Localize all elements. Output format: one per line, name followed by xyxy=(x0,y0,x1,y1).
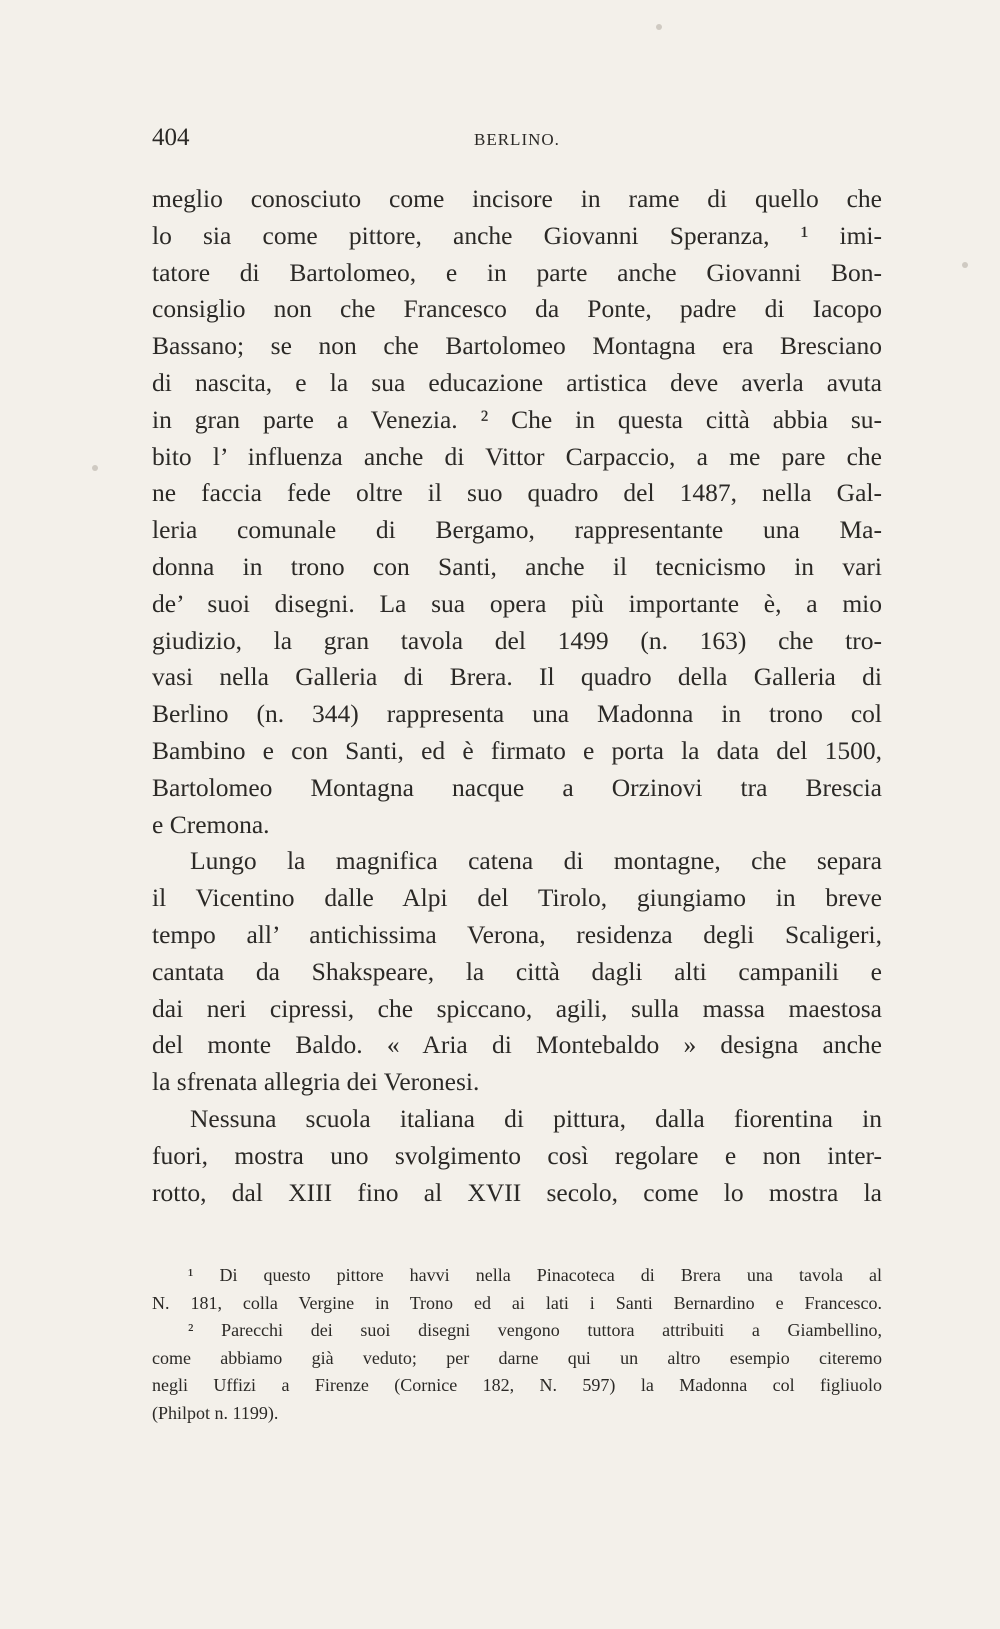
text-line: del monte Baldo. « Aria di Montebaldo » designa anche xyxy=(152,1030,882,1060)
text-line: Lungo la magnifica catena di montagne, che separa xyxy=(190,846,882,876)
footnote-line: N. 181, colla Vergine in Trono ed ai lati i Santi Bernardino e Francesco. xyxy=(152,1292,882,1313)
text-line: rotto, dal XIII fino al XVII secolo, come lo mostra la xyxy=(152,1177,882,1207)
footnote-line: come abbiamo già veduto; per darne qui un altro esempio citeremo xyxy=(152,1347,882,1368)
text-line: Nessuna scuola italiana di pittura, dalla fiorentina in xyxy=(190,1103,882,1133)
footnote-line: ² Parecchi dei suoi disegni vengono tuttora attribuiti a Giambellino, xyxy=(188,1320,882,1340)
text-line: di nascita, e la sua educazione artistica deve averla avuta xyxy=(152,367,882,397)
page-header xyxy=(152,124,892,164)
body-text xyxy=(152,181,882,1211)
text-line: e Cremona. xyxy=(152,809,270,839)
paper-spot xyxy=(656,24,662,30)
footnote-line: ¹ Di questo pittore havvi nella Pinacoteca di Brera una tavola al xyxy=(188,1265,882,1285)
paper-spot xyxy=(962,262,968,268)
footnote-line: negli Uffizi a Firenze (Cornice 182, N. 597) la Madonna col figliuolo xyxy=(152,1375,882,1395)
text-line: giudizio, la gran tavola del 1499 (n. 163) che tro- xyxy=(152,625,882,655)
text-line: meglio conosciuto come incisore in rame di quello che xyxy=(152,184,882,213)
text-line: Bambino e con Santi, ed è firmato e porta la data del 1500, xyxy=(152,735,882,765)
text-line: leria comunale di Bergamo, rappresentante una Ma- xyxy=(152,515,882,545)
footnote-line: (Philpot n. 1199). xyxy=(152,1402,279,1423)
text-line: lo sia come pittore, anche Giovanni Speranza, ¹ imi- xyxy=(152,220,882,250)
text-line: ne faccia fede oltre il suo quadro del 1487, nella Gal- xyxy=(152,478,882,508)
text-line: vasi nella Galleria di Brera. Il quadro della Galleria di xyxy=(152,662,882,692)
text-line: in gran parte a Venezia. ² Che in questa città abbia su- xyxy=(152,404,882,434)
text-line: Berlino (n. 344) rappresenta una Madonna in trono col xyxy=(152,699,882,729)
text-line: Bartolomeo Montagna nacque a Orzinovi tra Brescia xyxy=(152,772,882,802)
text-line: cantata da Shakspeare, la città dagli alti campanili e xyxy=(152,956,882,986)
paper-spot xyxy=(92,465,98,471)
text-line: dai neri cipressi, che spiccano, agili, sulla massa maestosa xyxy=(152,993,882,1023)
text-line: donna in trono con Santi, anche il tecnicismo in vari xyxy=(152,551,882,581)
footnotes xyxy=(152,1262,882,1427)
text-line: consiglio non che Francesco da Ponte, padre di Iacopo xyxy=(152,294,882,324)
page-number: 404 xyxy=(152,124,190,151)
text-line: il Vicentino dalle Alpi del Tirolo, giungiamo in breve xyxy=(152,883,882,913)
text-line: fuori, mostra uno svolgimento così regolare e non inter- xyxy=(152,1140,882,1170)
text-line: bito l’ influenza anche di Vittor Carpaccio, a me pare che xyxy=(152,441,882,471)
text-line: la sfrenata allegria dei Veronesi. xyxy=(152,1067,480,1097)
text-line: tatore di Bartolomeo, e in parte anche Giovanni Bon- xyxy=(152,257,882,287)
text-line: Bassano; se non che Bartolomeo Montagna era Bresciano xyxy=(152,331,882,361)
running-head: BERLINO. xyxy=(474,130,560,149)
text-line: de’ suoi disegni. La sua opera più importante è, a mio xyxy=(152,588,882,618)
text-line: tempo all’ antichissima Verona, residenza degli Scaligeri, xyxy=(152,919,882,949)
